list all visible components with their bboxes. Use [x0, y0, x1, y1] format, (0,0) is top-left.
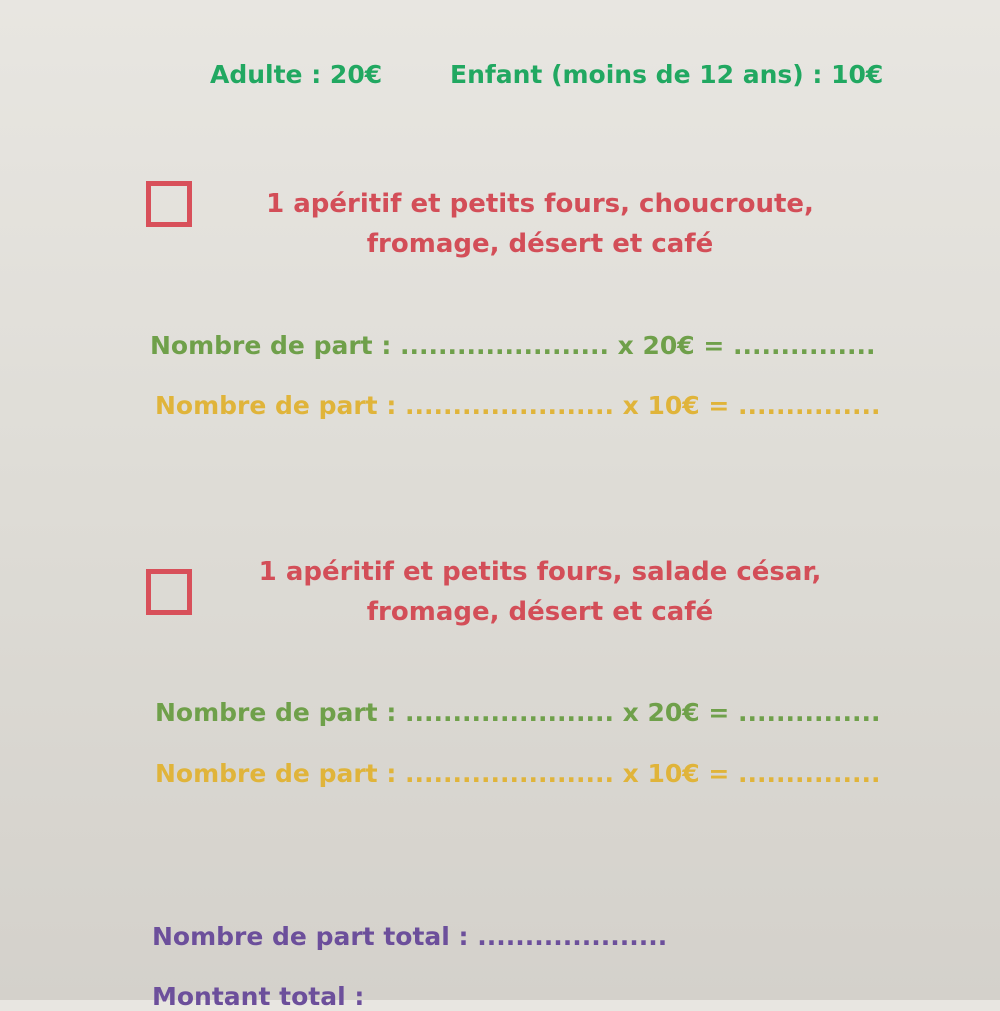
menu-2-child-portions: Nombre de part : ...................... x 10€ = ............... [155, 759, 881, 788]
total-amount: Montant total : [152, 982, 365, 1011]
menu-1-child-portions: Nombre de part : ...................... x 10€ = ............... [155, 391, 881, 420]
menu-2-line-1: 1 apéritif et petits fours, salade césar, [258, 557, 822, 587]
menu-1-line-1: 1 apéritif et petits fours, choucroute, [266, 189, 814, 219]
total-portions: Nombre de part total : .................... [152, 922, 668, 951]
child-price: Enfant (moins de 12 ans) : 10€ [450, 60, 884, 89]
menu-1-line-2: fromage, désert et café [366, 229, 714, 259]
menu-2-description [200, 552, 880, 632]
menu-1-checkbox[interactable] [146, 181, 192, 227]
menu-1-description [200, 184, 880, 264]
menu-2-line-2: fromage, désert et café [366, 597, 714, 627]
menu-2-adult-portions: Nombre de part : ...................... x 20€ = ............... [155, 698, 881, 727]
menu-1-adult-portions: Nombre de part : ...................... x 20€ = ............... [150, 331, 876, 360]
menu-2-checkbox[interactable] [146, 569, 192, 615]
adult-price: Adulte : 20€ [210, 60, 383, 89]
